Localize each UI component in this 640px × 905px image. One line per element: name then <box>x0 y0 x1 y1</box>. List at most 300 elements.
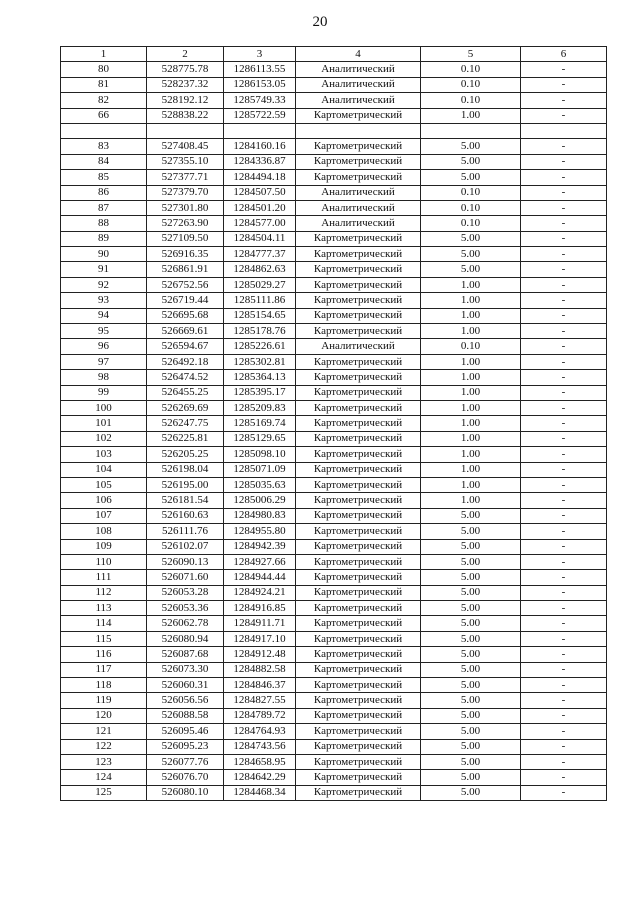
note-cell: - <box>521 293 607 308</box>
y-coordinate-cell: 1285098.10 <box>224 447 296 462</box>
point-number-cell: 96 <box>61 339 147 354</box>
accuracy-cell: 5.00 <box>421 508 521 523</box>
y-coordinate-cell: 1284501.20 <box>224 200 296 215</box>
accuracy-cell: 1.00 <box>421 108 521 123</box>
x-coordinate-cell: 526205.25 <box>147 447 224 462</box>
table-row <box>61 647 607 662</box>
point-number-cell: 92 <box>61 277 147 292</box>
accuracy-cell: 1.00 <box>421 462 521 477</box>
y-coordinate-cell: 1285169.74 <box>224 416 296 431</box>
table-row <box>61 785 607 800</box>
y-coordinate-cell: 1284917.10 <box>224 631 296 646</box>
note-cell: - <box>521 631 607 646</box>
y-coordinate-cell: 1284336.87 <box>224 154 296 169</box>
y-coordinate-cell: 1284494.18 <box>224 170 296 185</box>
accuracy-cell: 5.00 <box>421 247 521 262</box>
method-cell: Картометрический <box>296 678 421 693</box>
note-cell: - <box>521 662 607 677</box>
x-coordinate-cell: 528775.78 <box>147 62 224 77</box>
point-number-cell: 101 <box>61 416 147 431</box>
header-cell-4: 4 <box>296 47 421 62</box>
x-coordinate-cell: 526073.30 <box>147 662 224 677</box>
method-cell: Картометрический <box>296 708 421 723</box>
table-row <box>61 354 607 369</box>
table-row <box>61 570 607 585</box>
note-cell: - <box>521 601 607 616</box>
header-cell-2: 2 <box>147 47 224 62</box>
point-number-cell: 105 <box>61 477 147 492</box>
point-number-cell: 117 <box>61 662 147 677</box>
method-cell: Картометрический <box>296 631 421 646</box>
note-cell: - <box>521 231 607 246</box>
accuracy-cell: 5.00 <box>421 631 521 646</box>
x-coordinate-cell: 527355.10 <box>147 154 224 169</box>
x-coordinate-cell: 526916.35 <box>147 247 224 262</box>
note-cell: - <box>521 277 607 292</box>
table-row <box>61 93 607 108</box>
note-cell: - <box>521 508 607 523</box>
x-coordinate-cell: 526247.75 <box>147 416 224 431</box>
x-coordinate-cell <box>147 123 224 138</box>
point-number-cell: 113 <box>61 601 147 616</box>
accuracy-cell: 1.00 <box>421 324 521 339</box>
table-row <box>61 185 607 200</box>
point-number-cell: 80 <box>61 62 147 77</box>
table-row <box>61 308 607 323</box>
y-coordinate-cell: 1284160.16 <box>224 139 296 154</box>
note-cell: - <box>521 678 607 693</box>
y-coordinate-cell: 1284882.58 <box>224 662 296 677</box>
y-coordinate-cell: 1285035.63 <box>224 477 296 492</box>
table-header-row <box>61 47 607 62</box>
point-number-cell: 88 <box>61 216 147 231</box>
table-row <box>61 400 607 415</box>
y-coordinate-cell: 1284743.56 <box>224 739 296 754</box>
y-coordinate-cell: 1284916.85 <box>224 601 296 616</box>
point-number-cell: 119 <box>61 693 147 708</box>
note-cell: - <box>521 247 607 262</box>
note-cell: - <box>521 339 607 354</box>
accuracy-cell: 5.00 <box>421 616 521 631</box>
y-coordinate-cell: 1284955.80 <box>224 524 296 539</box>
note-cell: - <box>521 447 607 462</box>
accuracy-cell: 0.10 <box>421 339 521 354</box>
note-cell: - <box>521 324 607 339</box>
note-cell: - <box>521 693 607 708</box>
accuracy-cell: 1.00 <box>421 385 521 400</box>
method-cell: Картометрический <box>296 462 421 477</box>
x-coordinate-cell: 526080.94 <box>147 631 224 646</box>
point-number-cell: 87 <box>61 200 147 215</box>
point-number-cell: 90 <box>61 247 147 262</box>
method-cell: Картометрический <box>296 785 421 800</box>
x-coordinate-cell: 528838.22 <box>147 108 224 123</box>
method-cell: Картометрический <box>296 431 421 446</box>
accuracy-cell: 5.00 <box>421 601 521 616</box>
y-coordinate-cell: 1284658.95 <box>224 754 296 769</box>
y-coordinate-cell: 1284789.72 <box>224 708 296 723</box>
x-coordinate-cell: 526160.63 <box>147 508 224 523</box>
point-number-cell: 81 <box>61 77 147 92</box>
header-cell-5: 5 <box>421 47 521 62</box>
point-number-cell: 108 <box>61 524 147 539</box>
table-row <box>61 154 607 169</box>
y-coordinate-cell: 1285722.59 <box>224 108 296 123</box>
point-number-cell: 106 <box>61 493 147 508</box>
note-cell: - <box>521 385 607 400</box>
method-cell: Аналитический <box>296 77 421 92</box>
x-coordinate-cell: 526225.81 <box>147 431 224 446</box>
method-cell: Картометрический <box>296 262 421 277</box>
method-cell: Картометрический <box>296 277 421 292</box>
method-cell: Картометрический <box>296 570 421 585</box>
point-number-cell: 112 <box>61 585 147 600</box>
header-cell-6: 6 <box>521 47 607 62</box>
y-coordinate-cell: 1285154.65 <box>224 308 296 323</box>
note-cell: - <box>521 93 607 108</box>
accuracy-cell: 5.00 <box>421 708 521 723</box>
point-number-cell: 110 <box>61 554 147 569</box>
table-row <box>61 170 607 185</box>
method-cell: Картометрический <box>296 324 421 339</box>
table-row <box>61 262 607 277</box>
accuracy-cell: 5.00 <box>421 570 521 585</box>
point-number-cell: 91 <box>61 262 147 277</box>
method-cell: Картометрический <box>296 400 421 415</box>
y-coordinate-cell: 1284827.55 <box>224 693 296 708</box>
y-coordinate-cell: 1284980.83 <box>224 508 296 523</box>
point-number-cell: 124 <box>61 770 147 785</box>
table-row <box>61 770 607 785</box>
method-cell: Картометрический <box>296 539 421 554</box>
point-number-cell: 118 <box>61 678 147 693</box>
y-coordinate-cell: 1284504.11 <box>224 231 296 246</box>
method-cell: Картометрический <box>296 754 421 769</box>
note-cell: - <box>521 493 607 508</box>
point-number-cell: 123 <box>61 754 147 769</box>
y-coordinate-cell: 1285071.09 <box>224 462 296 477</box>
table-row <box>61 616 607 631</box>
point-number-cell: 85 <box>61 170 147 185</box>
table-row <box>61 585 607 600</box>
accuracy-cell: 5.00 <box>421 585 521 600</box>
y-coordinate-cell: 1284642.29 <box>224 770 296 785</box>
accuracy-cell: 5.00 <box>421 693 521 708</box>
accuracy-cell: 1.00 <box>421 293 521 308</box>
note-cell: - <box>521 400 607 415</box>
accuracy-cell: 5.00 <box>421 739 521 754</box>
accuracy-cell: 1.00 <box>421 354 521 369</box>
y-coordinate-cell: 1285178.76 <box>224 324 296 339</box>
y-coordinate-cell: 1284777.37 <box>224 247 296 262</box>
note-cell: - <box>521 739 607 754</box>
y-coordinate-cell: 1285129.65 <box>224 431 296 446</box>
note-cell <box>521 123 607 138</box>
x-coordinate-cell: 526195.00 <box>147 477 224 492</box>
point-number-cell: 94 <box>61 308 147 323</box>
table-row <box>61 62 607 77</box>
table-row <box>61 370 607 385</box>
y-coordinate-cell: 1284468.34 <box>224 785 296 800</box>
accuracy-cell: 1.00 <box>421 477 521 492</box>
note-cell: - <box>521 754 607 769</box>
y-coordinate-cell: 1285395.17 <box>224 385 296 400</box>
note-cell: - <box>521 462 607 477</box>
accuracy-cell: 0.10 <box>421 93 521 108</box>
method-cell: Картометрический <box>296 739 421 754</box>
accuracy-cell: 1.00 <box>421 493 521 508</box>
note-cell: - <box>521 570 607 585</box>
x-coordinate-cell: 526594.67 <box>147 339 224 354</box>
table-row <box>61 631 607 646</box>
y-coordinate-cell: 1286113.55 <box>224 62 296 77</box>
table-row <box>61 539 607 554</box>
note-cell: - <box>521 62 607 77</box>
point-number-cell: 104 <box>61 462 147 477</box>
table-row <box>61 508 607 523</box>
note-cell: - <box>521 154 607 169</box>
accuracy-cell: 1.00 <box>421 431 521 446</box>
note-cell: - <box>521 770 607 785</box>
method-cell: Аналитический <box>296 185 421 200</box>
y-coordinate-cell: 1284846.37 <box>224 678 296 693</box>
y-coordinate-cell: 1284507.50 <box>224 185 296 200</box>
accuracy-cell: 1.00 <box>421 416 521 431</box>
method-cell: Картометрический <box>296 170 421 185</box>
method-cell: Картометрический <box>296 647 421 662</box>
x-coordinate-cell: 527301.80 <box>147 200 224 215</box>
method-cell: Картометрический <box>296 662 421 677</box>
point-number-cell: 95 <box>61 324 147 339</box>
note-cell: - <box>521 354 607 369</box>
method-cell: Картометрический <box>296 416 421 431</box>
y-coordinate-cell: 1284911.71 <box>224 616 296 631</box>
x-coordinate-cell: 527263.90 <box>147 216 224 231</box>
table-row <box>61 385 607 400</box>
method-cell: Картометрический <box>296 477 421 492</box>
table-row <box>61 324 607 339</box>
table-row <box>61 247 607 262</box>
method-cell: Картометрический <box>296 524 421 539</box>
method-cell: Картометрический <box>296 370 421 385</box>
method-cell: Картометрический <box>296 616 421 631</box>
x-coordinate-cell: 528237.32 <box>147 77 224 92</box>
x-coordinate-cell: 526695.68 <box>147 308 224 323</box>
accuracy-cell: 5.00 <box>421 754 521 769</box>
method-cell: Картометрический <box>296 354 421 369</box>
table-row <box>61 447 607 462</box>
table-row <box>61 277 607 292</box>
x-coordinate-cell: 526474.52 <box>147 370 224 385</box>
point-number-cell: 84 <box>61 154 147 169</box>
point-number-cell: 100 <box>61 400 147 415</box>
x-coordinate-cell: 526181.54 <box>147 493 224 508</box>
method-cell: Картометрический <box>296 139 421 154</box>
x-coordinate-cell: 526861.91 <box>147 262 224 277</box>
accuracy-cell: 5.00 <box>421 662 521 677</box>
note-cell: - <box>521 585 607 600</box>
x-coordinate-cell: 526062.78 <box>147 616 224 631</box>
table-row <box>61 601 607 616</box>
y-coordinate-cell: 1285111.86 <box>224 293 296 308</box>
note-cell: - <box>521 524 607 539</box>
note-cell: - <box>521 708 607 723</box>
x-coordinate-cell: 526071.60 <box>147 570 224 585</box>
accuracy-cell: 5.00 <box>421 770 521 785</box>
x-coordinate-cell: 526095.23 <box>147 739 224 754</box>
method-cell: Аналитический <box>296 339 421 354</box>
note-cell: - <box>521 170 607 185</box>
note-cell: - <box>521 431 607 446</box>
y-coordinate-cell: 1285226.61 <box>224 339 296 354</box>
y-coordinate-cell: 1285006.29 <box>224 493 296 508</box>
note-cell: - <box>521 308 607 323</box>
table-row <box>61 200 607 215</box>
y-coordinate-cell: 1284764.93 <box>224 724 296 739</box>
point-number-cell: 103 <box>61 447 147 462</box>
point-number-cell: 125 <box>61 785 147 800</box>
accuracy-cell: 5.00 <box>421 678 521 693</box>
accuracy-cell: 1.00 <box>421 447 521 462</box>
table-row <box>61 662 607 677</box>
y-coordinate-cell: 1284942.39 <box>224 539 296 554</box>
point-number-cell: 109 <box>61 539 147 554</box>
point-number-cell: 107 <box>61 508 147 523</box>
method-cell: Аналитический <box>296 93 421 108</box>
x-coordinate-cell: 526060.31 <box>147 678 224 693</box>
note-cell: - <box>521 200 607 215</box>
table-row <box>61 431 607 446</box>
x-coordinate-cell: 526669.61 <box>147 324 224 339</box>
table-row <box>61 739 607 754</box>
point-number-cell: 66 <box>61 108 147 123</box>
accuracy-cell <box>421 123 521 138</box>
method-cell: Картометрический <box>296 447 421 462</box>
point-number-cell: 97 <box>61 354 147 369</box>
table-row <box>61 724 607 739</box>
accuracy-cell: 5.00 <box>421 724 521 739</box>
point-number-cell: 86 <box>61 185 147 200</box>
point-number-cell: 122 <box>61 739 147 754</box>
x-coordinate-cell: 526455.25 <box>147 385 224 400</box>
table-row <box>61 708 607 723</box>
table-row <box>61 108 607 123</box>
note-cell: - <box>521 370 607 385</box>
accuracy-cell: 0.10 <box>421 216 521 231</box>
x-coordinate-cell: 527377.71 <box>147 170 224 185</box>
accuracy-cell: 5.00 <box>421 262 521 277</box>
table-row <box>61 493 607 508</box>
table-row <box>61 524 607 539</box>
x-coordinate-cell: 527408.45 <box>147 139 224 154</box>
point-number-cell: 102 <box>61 431 147 446</box>
x-coordinate-cell: 526095.46 <box>147 724 224 739</box>
method-cell: Картометрический <box>296 693 421 708</box>
header-cell-3: 3 <box>224 47 296 62</box>
accuracy-cell: 5.00 <box>421 524 521 539</box>
accuracy-cell: 1.00 <box>421 400 521 415</box>
accuracy-cell: 1.00 <box>421 308 521 323</box>
x-coordinate-cell: 526087.68 <box>147 647 224 662</box>
table-row <box>61 231 607 246</box>
accuracy-cell: 0.10 <box>421 77 521 92</box>
table-row <box>61 554 607 569</box>
point-number-cell: 99 <box>61 385 147 400</box>
point-number-cell: 83 <box>61 139 147 154</box>
y-coordinate-cell: 1285302.81 <box>224 354 296 369</box>
accuracy-cell: 0.10 <box>421 200 521 215</box>
table-row <box>61 678 607 693</box>
table-row <box>61 754 607 769</box>
note-cell: - <box>521 724 607 739</box>
y-coordinate-cell <box>224 123 296 138</box>
table-row <box>61 77 607 92</box>
point-number-cell: 115 <box>61 631 147 646</box>
note-cell: - <box>521 139 607 154</box>
x-coordinate-cell: 526492.18 <box>147 354 224 369</box>
y-coordinate-cell: 1285364.13 <box>224 370 296 385</box>
method-cell: Картометрический <box>296 770 421 785</box>
point-number-cell: 111 <box>61 570 147 585</box>
note-cell: - <box>521 477 607 492</box>
accuracy-cell: 0.10 <box>421 62 521 77</box>
accuracy-cell: 5.00 <box>421 231 521 246</box>
point-number-cell <box>61 123 147 138</box>
y-coordinate-cell: 1284927.66 <box>224 554 296 569</box>
x-coordinate-cell: 526111.76 <box>147 524 224 539</box>
note-cell: - <box>521 416 607 431</box>
x-coordinate-cell: 526752.56 <box>147 277 224 292</box>
note-cell: - <box>521 185 607 200</box>
method-cell: Картометрический <box>296 585 421 600</box>
method-cell: Аналитический <box>296 216 421 231</box>
note-cell: - <box>521 216 607 231</box>
table-row <box>61 416 607 431</box>
x-coordinate-cell: 526198.04 <box>147 462 224 477</box>
method-cell: Картометрический <box>296 293 421 308</box>
y-coordinate-cell: 1285029.27 <box>224 277 296 292</box>
y-coordinate-cell: 1284577.00 <box>224 216 296 231</box>
accuracy-cell: 5.00 <box>421 785 521 800</box>
coordinates-table <box>60 46 607 801</box>
method-cell: Картометрический <box>296 308 421 323</box>
table-row <box>61 477 607 492</box>
x-coordinate-cell: 526056.56 <box>147 693 224 708</box>
x-coordinate-cell: 526077.76 <box>147 754 224 769</box>
x-coordinate-cell: 527109.50 <box>147 231 224 246</box>
x-coordinate-cell: 528192.12 <box>147 93 224 108</box>
point-number-cell: 121 <box>61 724 147 739</box>
y-coordinate-cell: 1285209.83 <box>224 400 296 415</box>
y-coordinate-cell: 1284912.48 <box>224 647 296 662</box>
method-cell: Картометрический <box>296 508 421 523</box>
accuracy-cell: 5.00 <box>421 539 521 554</box>
table-row <box>61 123 607 138</box>
note-cell: - <box>521 539 607 554</box>
accuracy-cell: 5.00 <box>421 170 521 185</box>
note-cell: - <box>521 785 607 800</box>
method-cell <box>296 123 421 138</box>
table-row <box>61 293 607 308</box>
table-body <box>61 62 607 801</box>
accuracy-cell: 5.00 <box>421 647 521 662</box>
table-row <box>61 339 607 354</box>
table-row <box>61 216 607 231</box>
table-row <box>61 139 607 154</box>
point-number-cell: 116 <box>61 647 147 662</box>
table-row <box>61 693 607 708</box>
x-coordinate-cell: 526088.58 <box>147 708 224 723</box>
